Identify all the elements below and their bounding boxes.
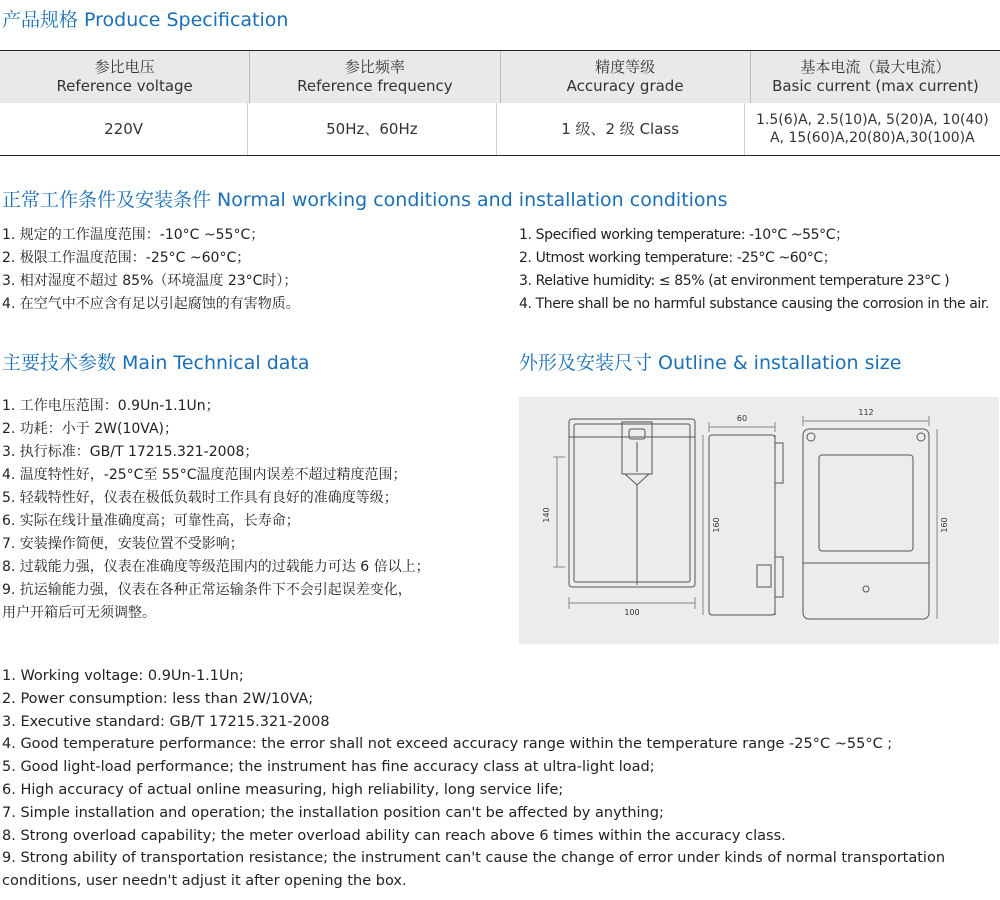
list-item: 3. Relative humidity: ≤ 85% (at environment temperature 23°C ): [519, 273, 950, 289]
list-item: 1. 工作电压范围：0.9Un-1.1Un；: [2, 398, 220, 414]
list-item: 9. 抗运输能力强，仪表在各种正常运输条件下不会引起误差变化，: [2, 582, 412, 598]
list-item: 4. 温度特性好，-25°C至 55°C温度范围内误差不超过精度范围；: [2, 467, 407, 483]
header-cn: 精度等级: [595, 58, 656, 76]
header-en: Accuracy grade: [566, 77, 684, 95]
list-item: 用户开箱后可无须调整。: [2, 605, 156, 621]
list-item: 6. 实际在线计量准确度高；可靠性高，长寿命；: [2, 513, 300, 529]
header-cn: 参比电压: [94, 58, 155, 76]
list-item: 8. Strong overload capability; the meter overload ability can reach above 6 times within the accuracy class.: [2, 827, 786, 844]
dim-front-width: 100: [624, 608, 640, 617]
list-item: 2. Power consumption: less than 2W/10VA;: [2, 690, 314, 707]
list-item: 2. 功耗：小于 2W(10VA)；: [2, 421, 179, 437]
dim-side-height: 160: [712, 517, 721, 533]
list-item: 4. There shall be no harmful substance causing the corrosion in the air.: [519, 296, 990, 312]
header-reference-frequency: [249, 51, 499, 103]
conditions-heading: 正常工作条件及安装条件 Normal working conditions and installation conditions: [2, 189, 728, 211]
list-item: 6. High accuracy of actual online measuring, high reliability, long service life;: [2, 781, 564, 798]
header-reference-voltage: [0, 51, 249, 103]
rear-window: [819, 455, 913, 551]
header-cn: 基本电流（最大电流）: [800, 58, 951, 76]
list-item: 8. 过载能力强，仪表在准确度等级范围内的过载能力可达 6 倍以上；: [2, 559, 430, 575]
list-item: 1. Specified working temperature: -10°C ~55°C；: [519, 227, 849, 243]
rear-view-outline: [803, 429, 929, 619]
list-item: 2. Utmost working temperature: -25°C ~60°C；: [519, 250, 837, 266]
conditions-list-en: [519, 224, 989, 316]
table-row: [0, 103, 1000, 156]
spec-table-header: [0, 50, 1000, 103]
list-item: 1. Working voltage: 0.9Un-1.1Un;: [2, 668, 244, 684]
conditions-list-cn: [2, 224, 300, 316]
front-view-inner: [574, 424, 690, 582]
cell-frequency: 50Hz、60Hz: [247, 103, 495, 155]
list-item: 9. Strong ability of transportation resistance; the instrument can't cause the change of error under kinds of normal transportation: [2, 850, 946, 867]
list-item: 4. Good temperature performance: the error shall not exceed accuracy range within the temperature range -25°C ~55°C ;: [2, 736, 893, 753]
header-accuracy-grade: [500, 51, 750, 103]
dim-side-depth: 60: [736, 414, 748, 423]
list-item: 2. 极限工作温度范围：-25°C ~60°C；: [2, 250, 251, 266]
cell-current: [744, 103, 1000, 155]
technical-heading: 主要技术参数 Main Technical data: [2, 352, 310, 374]
spec-table: [0, 50, 1000, 156]
list-item: conditions, user needn't adjust it after opening the box.: [2, 873, 407, 890]
header-en: Reference frequency: [297, 77, 453, 95]
technical-list-en: [2, 665, 945, 893]
dim-front-height: 140: [542, 507, 551, 523]
outline-diagram: [519, 397, 999, 644]
cell-accuracy: 1 级、2 级 Class: [496, 103, 744, 155]
list-item: 7. 安装操作简便，安装位置不受影响；: [2, 536, 244, 552]
technical-list-cn: [2, 395, 430, 625]
current-line-1: 1.5(6)A, 2.5(10)A, 5(20)A, 10(40): [756, 112, 989, 128]
header-cn: 参比频率: [344, 58, 405, 76]
header-en: Reference voltage: [56, 77, 193, 95]
header-en: Basic current (max current): [772, 77, 979, 95]
list-item: 3. 执行标准：GB/T 17215.321-2008；: [2, 444, 259, 460]
current-line-2: A, 15(60)A,20(80)A,30(100)A: [770, 130, 975, 146]
list-item: 7. Simple installation and operation; the installation position can't be affected by anything;: [2, 804, 664, 821]
header-basic-current: [750, 51, 1000, 103]
outline-drawing: [519, 397, 999, 644]
list-item: 3. 相对湿度不超过 85%（环境温度 23°C时）；: [2, 273, 298, 289]
dim-rear-height: 160: [940, 517, 949, 533]
list-item: 4. 在空气中不应含有足以引起腐蚀的有害物质。: [2, 296, 300, 312]
cell-voltage: 220V: [104, 119, 144, 138]
dim-rear-width: 112: [858, 408, 874, 417]
outline-heading: 外形及安装尺寸 Outline & installation size: [519, 352, 902, 374]
spec-heading: 产品规格 Produce Specification: [2, 9, 289, 31]
list-item: 3. Executive standard: GB/T 17215.321-2008: [2, 713, 330, 730]
front-view-outline: [569, 419, 695, 587]
list-item: 5. Good light-load performance; the instrument has fine accuracy class at ultra-light load;: [2, 759, 655, 776]
list-item: 1. 规定的工作温度范围：-10°C ~55°C；: [2, 227, 265, 243]
list-item: 5. 轻载特性好，仪表在极低负载时工作具有良好的准确度等级；: [2, 490, 398, 506]
